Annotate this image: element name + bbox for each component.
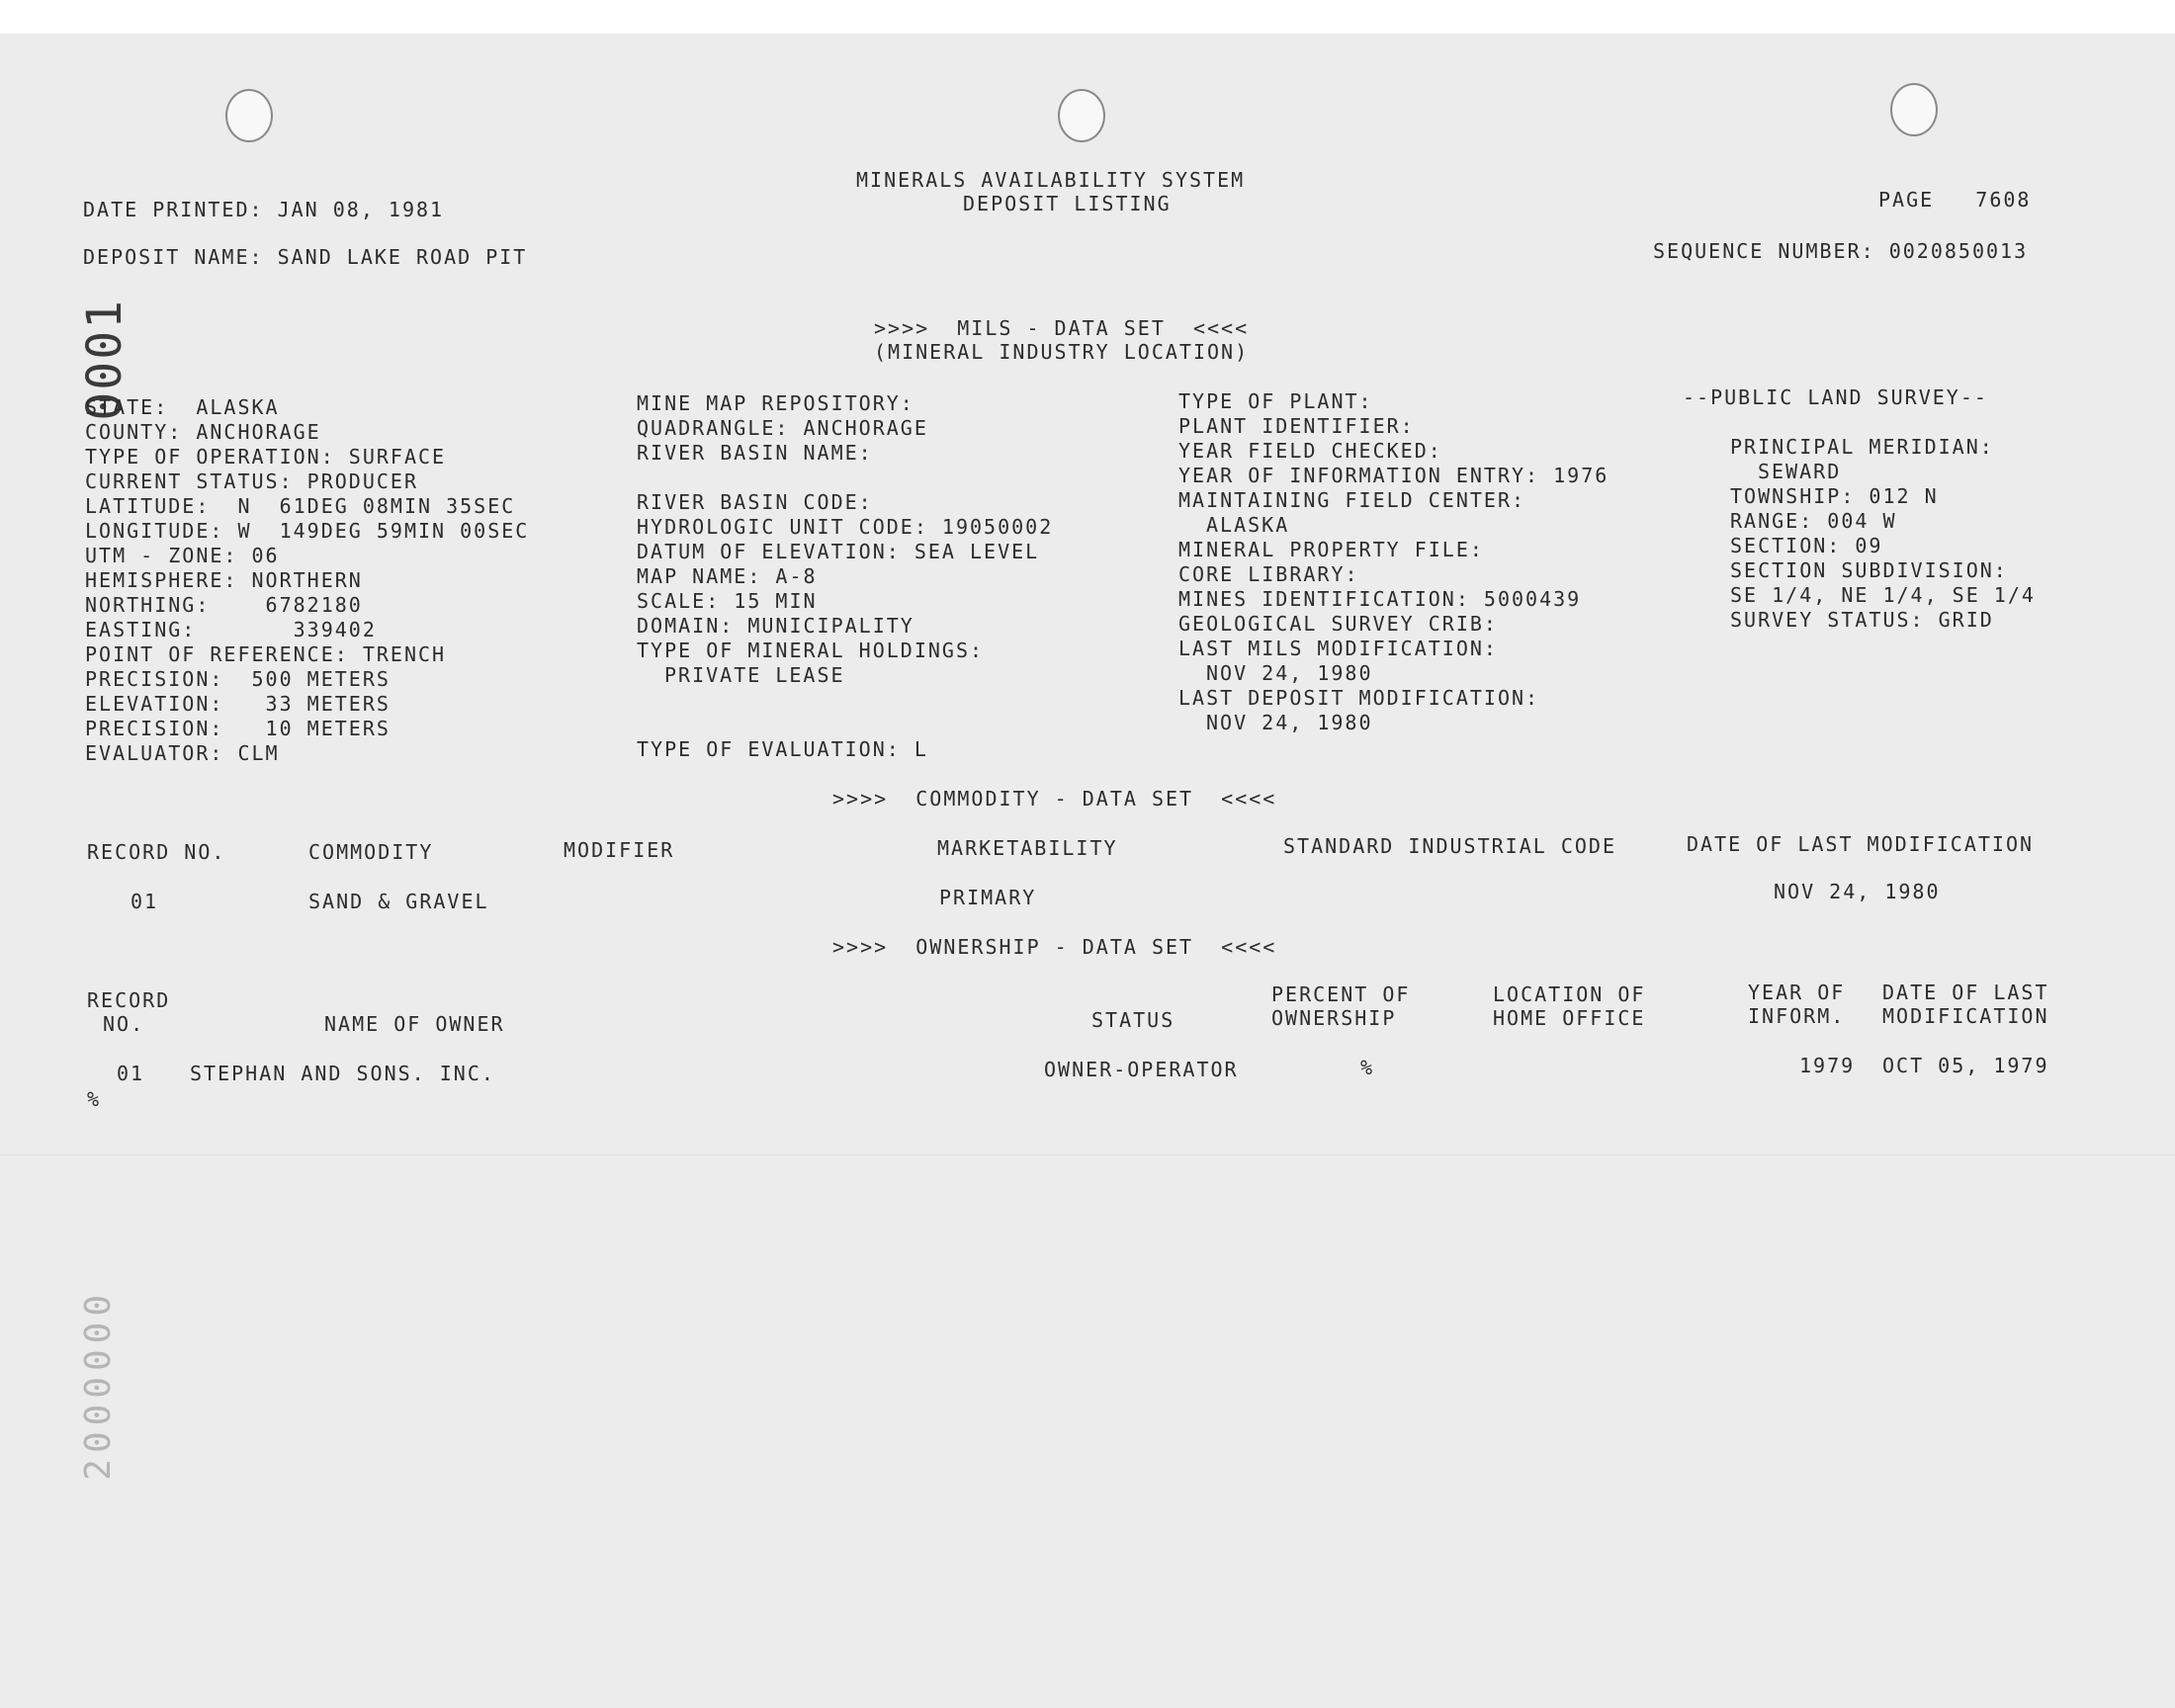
ownership-row-date-last-mod: OCT 05, 1979	[1882, 1054, 2049, 1077]
range: RANGE: 004 W	[1730, 509, 1897, 533]
end-marker: %	[87, 1087, 102, 1111]
commodity-row-record-no: 01	[130, 890, 159, 913]
ownership-header-location-l2: HOME OFFICE	[1493, 1006, 1646, 1030]
location-field: LONGITUDE: W 149DEG 59MIN 00SEC	[85, 519, 530, 543]
last-mils-modification-date: NOV 24, 1980	[1206, 661, 1373, 685]
listing-title: DEPOSIT LISTING	[963, 192, 1172, 215]
date-printed: DATE PRINTED: JAN 08, 1981	[83, 198, 445, 221]
year-of-information-entry: YEAR OF INFORMATION ENTRY: 1976	[1178, 464, 1610, 487]
ownership-row-name-of-owner: STEPHAN AND SONS. INC.	[190, 1062, 495, 1085]
location-field: NORTHING: 6782180	[85, 593, 363, 617]
map-column	[637, 391, 1053, 762]
scale: SCALE: 15 MIN	[637, 589, 818, 613]
ownership-row-record-no: 01	[117, 1062, 145, 1085]
commodity-header-commodity: COMMODITY	[308, 840, 434, 864]
punch-hole-right	[1890, 83, 1938, 136]
datum-of-elevation: DATUM OF ELEVATION: SEA LEVEL	[637, 540, 1040, 563]
location-field: EASTING: 339402	[85, 618, 377, 641]
type-of-plant: TYPE OF PLANT:	[1178, 389, 1373, 413]
ownership-header-date-l1: DATE OF LAST	[1882, 981, 2049, 1004]
ownership-heading: >>>> OWNERSHIP - DATA SET <<<<	[832, 935, 1277, 959]
location-field: ELEVATION: 33 METERS	[85, 692, 391, 716]
page-number: PAGE 7608	[1878, 188, 2032, 212]
location-field: LATITUDE: N 61DEG 08MIN 35SEC	[85, 494, 516, 518]
location-field: EVALUATOR: CLM	[85, 741, 280, 765]
year-field-checked: YEAR FIELD CHECKED:	[1178, 439, 1442, 463]
section: SECTION: 09	[1730, 534, 1883, 557]
ownership-header-year-l1: YEAR OF	[1748, 981, 1846, 1004]
commodity-header-sic: STANDARD INDUSTRIAL CODE	[1283, 834, 1616, 858]
system-title: MINERALS AVAILABILITY SYSTEM	[856, 168, 1246, 192]
type-of-mineral-holdings: TYPE OF MINERAL HOLDINGS:	[637, 639, 985, 662]
commodity-row-commodity: SAND & GRAVEL	[308, 890, 489, 913]
location-field: STATE: ALASKA	[85, 395, 280, 419]
river-basin-code: RIVER BASIN CODE:	[637, 490, 873, 514]
ownership-header-percent-l1: PERCENT OF	[1271, 982, 1411, 1006]
sequence-number: SEQUENCE NUMBER: 0020850013	[1653, 239, 2029, 263]
mines-identification: MINES IDENTIFICATION: 5000439	[1178, 587, 1582, 611]
location-field: HEMISPHERE: NORTHERN	[85, 568, 363, 592]
ownership-row-status: OWNER-OPERATOR	[1044, 1058, 1239, 1081]
plant-identifier: PLANT IDENTIFIER:	[1178, 414, 1415, 438]
river-basin-name: RIVER BASIN NAME:	[637, 441, 873, 465]
plant-column	[1178, 389, 1609, 735]
mine-map-repository: MINE MAP REPOSITORY:	[637, 391, 914, 415]
geological-survey-crib: GEOLOGICAL SURVEY CRIB:	[1178, 612, 1498, 636]
type-of-evaluation: TYPE OF EVALUATION: L	[637, 737, 928, 761]
commodity-row-date-last-mod: NOV 24, 1980	[1774, 880, 1941, 903]
ownership-header-location-l1: LOCATION OF	[1493, 982, 1646, 1006]
subdivision-value: SE 1/4, NE 1/4, SE 1/4	[1730, 583, 2036, 607]
ownership-header-record-l1: RECORD	[87, 988, 171, 1012]
ownership-header-year-l2: INFORM.	[1748, 1004, 1846, 1028]
location-field: POINT OF REFERENCE: TRENCH	[85, 642, 447, 666]
commodity-header-modifier: MODIFIER	[564, 838, 675, 862]
location-field: PRECISION: 10 METERS	[85, 717, 391, 740]
location-field: CURRENT STATUS: PRODUCER	[85, 470, 418, 493]
meridian-value: SEWARD	[1758, 460, 1842, 483]
holdings-value: PRIVATE LEASE	[664, 663, 845, 687]
quadrangle: QUADRANGLE: ANCHORAGE	[637, 416, 928, 440]
commodity-row-marketability: PRIMARY	[939, 886, 1037, 909]
ownership-header-name-of-owner: NAME OF OWNER	[324, 1012, 505, 1036]
mils-subheading: (MINERAL INDUSTRY LOCATION)	[874, 340, 1250, 364]
hydrologic-unit-code: HYDROLOGIC UNIT CODE: 19050002	[637, 515, 1054, 539]
listing-sheet	[0, 34, 2175, 1708]
principal-meridian: PRINCIPAL MERIDIAN:	[1730, 435, 1994, 459]
township: TOWNSHIP: 012 N	[1730, 484, 1939, 508]
commodity-header-marketability: MARKETABILITY	[937, 836, 1118, 860]
map-name: MAP NAME: A-8	[637, 564, 818, 588]
last-deposit-modification-date: NOV 24, 1980	[1206, 711, 1373, 734]
deposit-name: DEPOSIT NAME: SAND LAKE ROAD PIT	[83, 245, 528, 269]
punch-hole-center	[1058, 89, 1105, 142]
side-stamp: 0001	[77, 299, 132, 421]
location-field: UTM - ZONE: 06	[85, 544, 280, 567]
ownership-header-record-l2: NO.	[103, 1012, 145, 1036]
last-deposit-modification: LAST DEPOSIT MODIFICATION:	[1178, 686, 1540, 710]
public-land-survey-heading: --PUBLIC LAND SURVEY--	[1683, 385, 1988, 409]
domain: DOMAIN: MUNICIPALITY	[637, 614, 914, 638]
paper-fold-line	[0, 1154, 2175, 1155]
land-survey-column	[1730, 435, 2036, 633]
location-field: PRECISION: 500 METERS	[85, 667, 391, 691]
mineral-property-file: MINERAL PROPERTY FILE:	[1178, 538, 1484, 561]
ownership-row-year: 1979	[1799, 1054, 1856, 1077]
ownership-header-date-l2: MODIFICATION	[1882, 1004, 2049, 1028]
field-center-value: ALASKA	[1206, 513, 1290, 537]
commodity-header-date-last-mod: DATE OF LAST MODIFICATION	[1687, 832, 2035, 856]
commodity-heading: >>>> COMMODITY - DATA SET <<<<	[832, 787, 1277, 811]
section-subdivision: SECTION SUBDIVISION:	[1730, 558, 2008, 582]
location-field: TYPE OF OPERATION: SURFACE	[85, 445, 447, 469]
ownership-header-percent-l2: OWNERSHIP	[1271, 1006, 1397, 1030]
location-column	[85, 395, 529, 766]
mils-heading: >>>> MILS - DATA SET <<<<	[874, 316, 1250, 340]
side-stamp-bottom: 2000000	[78, 1289, 119, 1481]
location-field: COUNTY: ANCHORAGE	[85, 420, 321, 444]
ownership-row-percent: %	[1360, 1056, 1375, 1079]
commodity-header-record-no: RECORD NO.	[87, 840, 226, 864]
survey-status: SURVEY STATUS: GRID	[1730, 608, 1994, 632]
maintaining-field-center: MAINTAINING FIELD CENTER:	[1178, 488, 1526, 512]
punch-hole-left	[225, 89, 273, 142]
core-library: CORE LIBRARY:	[1178, 562, 1359, 586]
last-mils-modification: LAST MILS MODIFICATION:	[1178, 637, 1498, 660]
ownership-header-status: STATUS	[1091, 1008, 1175, 1032]
